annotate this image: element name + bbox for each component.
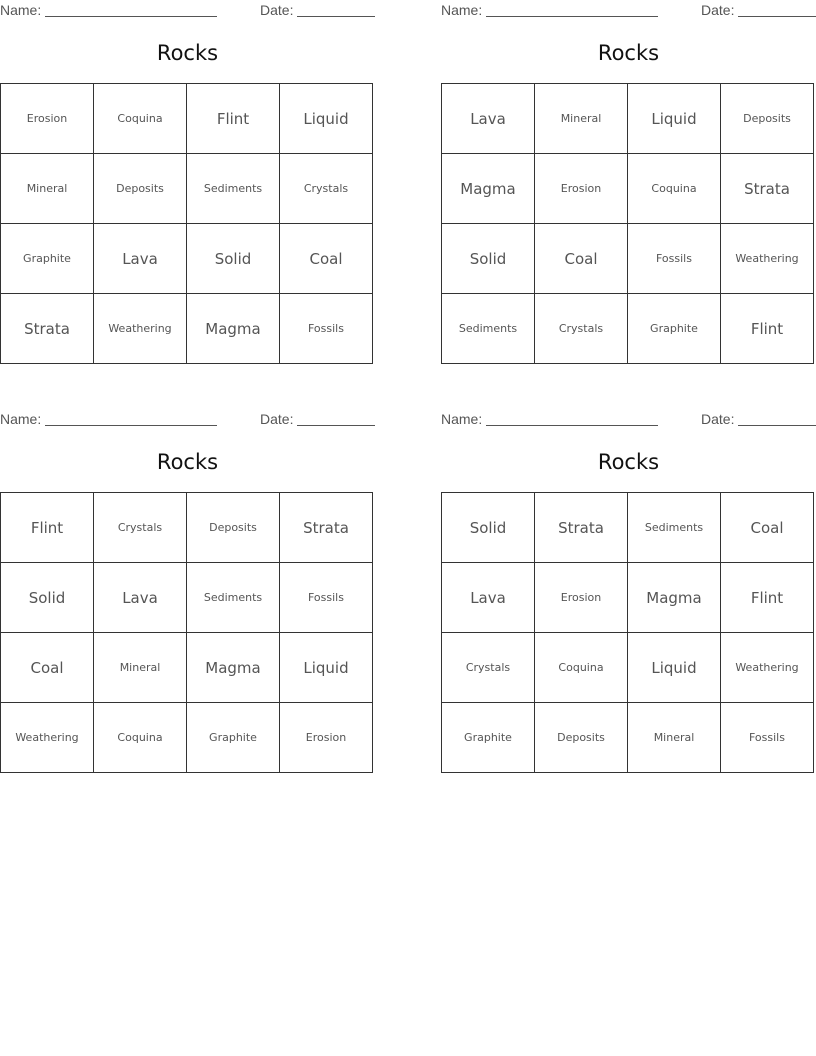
name-label: Name: xyxy=(0,2,42,18)
grid-cell: Weathering xyxy=(721,633,814,703)
date-field[interactable] xyxy=(738,411,816,426)
date-label: Date: xyxy=(260,411,294,427)
grid-cell: Fossils xyxy=(280,294,373,364)
card-title: Rocks xyxy=(597,450,660,474)
grid-cell: Magma xyxy=(187,633,280,703)
grid-cell: Mineral xyxy=(628,703,721,773)
bingo-grid xyxy=(0,83,373,364)
grid-row xyxy=(1,563,373,633)
grid-cell: Coquina xyxy=(628,154,721,224)
grid-cell: Weathering xyxy=(94,294,187,364)
grid-row xyxy=(442,154,814,224)
bingo-grid xyxy=(441,83,814,364)
grid-cell: Solid xyxy=(442,493,535,563)
bingo-card xyxy=(441,409,816,779)
grid-cell: Graphite xyxy=(628,294,721,364)
grid-cell: Solid xyxy=(1,563,94,633)
grid-cell: Coal xyxy=(535,224,628,294)
grid-cell: Crystals xyxy=(94,493,187,563)
grid-row xyxy=(1,294,373,364)
grid-cell: Graphite xyxy=(442,703,535,773)
grid-cell: Liquid xyxy=(628,84,721,154)
grid-cell: Graphite xyxy=(187,703,280,773)
grid-cell: Crystals xyxy=(280,154,373,224)
grid-cell: Magma xyxy=(628,563,721,633)
grid-cell: Crystals xyxy=(535,294,628,364)
grid-cell: Sediments xyxy=(187,154,280,224)
grid-cell: Lava xyxy=(442,563,535,633)
grid-cell: Erosion xyxy=(535,563,628,633)
grid-cell: Mineral xyxy=(94,633,187,703)
bingo-grid xyxy=(0,492,373,773)
grid-row xyxy=(442,84,814,154)
grid-cell: Strata xyxy=(721,154,814,224)
date-label: Date: xyxy=(701,2,735,18)
grid-cell: Graphite xyxy=(1,224,94,294)
grid-cell: Solid xyxy=(187,224,280,294)
grid-cell: Deposits xyxy=(535,703,628,773)
grid-cell: Fossils xyxy=(721,703,814,773)
grid-cell: Flint xyxy=(721,563,814,633)
grid-row xyxy=(1,154,373,224)
grid-cell: Coquina xyxy=(94,84,187,154)
card-header xyxy=(441,2,816,20)
grid-row xyxy=(442,224,814,294)
grid-cell: Deposits xyxy=(94,154,187,224)
grid-cell: Strata xyxy=(280,493,373,563)
grid-cell: Flint xyxy=(187,84,280,154)
grid-cell: Sediments xyxy=(442,294,535,364)
grid-row xyxy=(442,294,814,364)
grid-cell: Liquid xyxy=(628,633,721,703)
grid-cell: Coal xyxy=(1,633,94,703)
card-title: Rocks xyxy=(597,41,660,65)
grid-cell: Coal xyxy=(721,493,814,563)
grid-cell: Erosion xyxy=(535,154,628,224)
bingo-grid xyxy=(441,492,814,773)
grid-row xyxy=(1,493,373,563)
date-field[interactable] xyxy=(738,2,816,17)
grid-cell: Mineral xyxy=(1,154,94,224)
name-label: Name: xyxy=(0,411,42,427)
grid-cell: Coal xyxy=(280,224,373,294)
grid-cell: Strata xyxy=(535,493,628,563)
card-header xyxy=(441,411,816,429)
grid-row xyxy=(442,493,814,563)
name-field[interactable] xyxy=(486,411,658,426)
grid-cell: Sediments xyxy=(628,493,721,563)
card-header xyxy=(0,411,376,429)
grid-cell: Erosion xyxy=(280,703,373,773)
grid-cell: Fossils xyxy=(628,224,721,294)
card-title: Rocks xyxy=(156,41,219,65)
name-label: Name: xyxy=(441,2,483,18)
grid-cell: Coquina xyxy=(535,633,628,703)
grid-cell: Fossils xyxy=(280,563,373,633)
grid-cell: Flint xyxy=(1,493,94,563)
name-field[interactable] xyxy=(45,411,217,426)
grid-row xyxy=(442,563,814,633)
grid-cell: Liquid xyxy=(280,84,373,154)
grid-cell: Magma xyxy=(442,154,535,224)
date-label: Date: xyxy=(701,411,735,427)
grid-row xyxy=(1,84,373,154)
name-field[interactable] xyxy=(45,2,217,17)
bingo-card xyxy=(0,409,376,779)
grid-cell: Erosion xyxy=(1,84,94,154)
grid-cell: Weathering xyxy=(1,703,94,773)
card-header xyxy=(0,2,376,20)
grid-row xyxy=(442,703,814,773)
grid-cell: Liquid xyxy=(280,633,373,703)
grid-cell: Lava xyxy=(442,84,535,154)
grid-cell: Magma xyxy=(187,294,280,364)
date-label: Date: xyxy=(260,2,294,18)
grid-cell: Solid xyxy=(442,224,535,294)
grid-cell: Crystals xyxy=(442,633,535,703)
grid-cell: Weathering xyxy=(721,224,814,294)
grid-row xyxy=(442,633,814,703)
name-field[interactable] xyxy=(486,2,658,17)
grid-row xyxy=(1,703,373,773)
bingo-card xyxy=(0,0,376,370)
grid-cell: Mineral xyxy=(535,84,628,154)
grid-cell: Lava xyxy=(94,563,187,633)
grid-cell: Flint xyxy=(721,294,814,364)
grid-cell: Coquina xyxy=(94,703,187,773)
card-title: Rocks xyxy=(156,450,219,474)
bingo-card xyxy=(441,0,816,370)
grid-cell: Strata xyxy=(1,294,94,364)
grid-cell: Deposits xyxy=(721,84,814,154)
date-field[interactable] xyxy=(297,411,375,426)
grid-row xyxy=(1,633,373,703)
grid-cell: Sediments xyxy=(187,563,280,633)
name-label: Name: xyxy=(441,411,483,427)
grid-row xyxy=(1,224,373,294)
grid-cell: Deposits xyxy=(187,493,280,563)
grid-cell: Lava xyxy=(94,224,187,294)
date-field[interactable] xyxy=(297,2,375,17)
